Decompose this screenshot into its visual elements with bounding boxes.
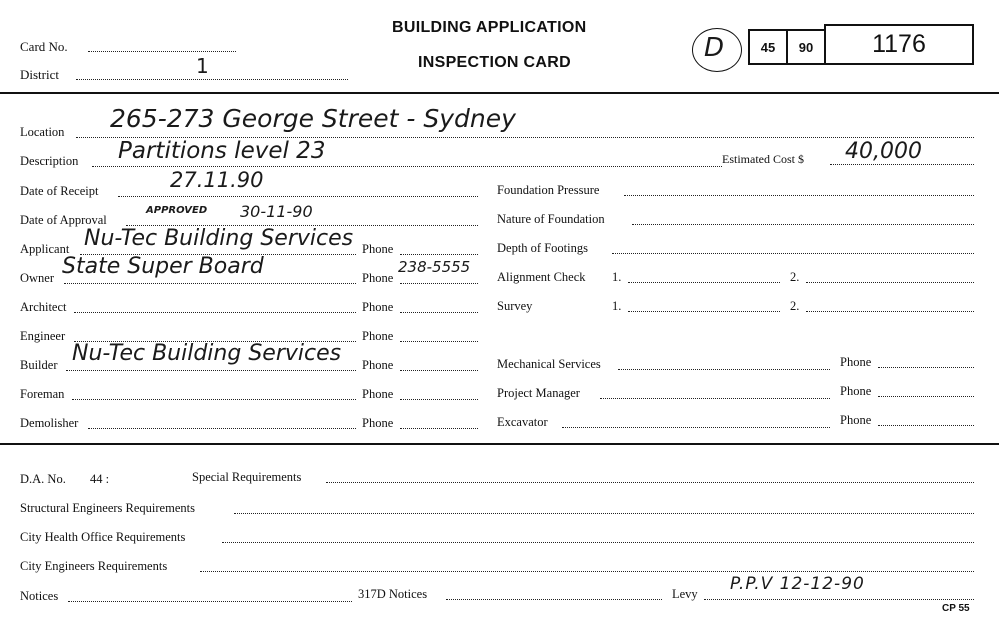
- applicant-label: Applicant: [20, 242, 70, 256]
- mechanical-phone-line: [878, 367, 974, 368]
- title-line2: INSPECTION CARD: [418, 54, 571, 71]
- project-manager-phone-label: Phone: [840, 384, 872, 398]
- special-requirements-label: Special Requirements: [192, 470, 302, 484]
- demolisher-phone-label: Phone: [362, 416, 394, 430]
- header-divider: [0, 92, 999, 94]
- health-line: [222, 542, 974, 543]
- demolisher-label: Demolisher: [20, 416, 79, 430]
- survey-num1: 1.: [612, 299, 622, 313]
- district-label: District: [20, 67, 59, 82]
- foreman-label: Foreman: [20, 387, 65, 401]
- alignment-num1: 1.: [612, 270, 622, 284]
- date-receipt-label: Date of Receipt: [20, 184, 99, 198]
- excavator-label: Excavator: [497, 415, 548, 429]
- levy-label: Levy: [672, 587, 698, 601]
- requirements-divider: [0, 443, 999, 445]
- excavator-line: [562, 427, 830, 428]
- description-line: [92, 166, 722, 167]
- engineer-phone-line: [400, 341, 478, 342]
- survey-num2: 2.: [790, 299, 800, 313]
- architect-phone-line: [400, 312, 478, 313]
- builder-line: [66, 370, 356, 371]
- alignment-check-label: Alignment Check: [497, 270, 586, 284]
- estimated-cost-value: 40,000: [845, 139, 922, 164]
- mechanical-line: [618, 369, 830, 370]
- engineer-phone-label: Phone: [362, 329, 394, 343]
- applicant-phone-line: [400, 254, 478, 255]
- date-approval-value: 30-11-90: [240, 202, 313, 221]
- survey-line1: [628, 311, 780, 312]
- levy-line: [704, 599, 974, 600]
- form-code: CP 55: [942, 603, 970, 614]
- notices-line: [68, 601, 352, 602]
- project-manager-phone-line: [878, 396, 974, 397]
- district-line: [76, 79, 348, 80]
- applicant-value: Nu-Tec Building Services: [84, 226, 354, 251]
- date-receipt-line: [118, 196, 478, 197]
- depth-footings-label: Depth of Footings: [497, 241, 588, 255]
- date-receipt-value: 27.11.90: [170, 168, 264, 192]
- builder-value: Nu-Tec Building Services: [72, 341, 342, 366]
- city-engineers-line: [200, 571, 974, 572]
- architect-label: Architect: [20, 300, 67, 314]
- stamp-circle: [692, 28, 742, 72]
- notices-label: Notices: [20, 589, 59, 603]
- location-value: 265-273 George Street - Sydney: [110, 104, 516, 133]
- box-90: 90: [786, 29, 826, 65]
- foreman-phone-label: Phone: [362, 387, 394, 401]
- da-label: D.A. No.: [20, 472, 66, 486]
- estimated-cost-label: Estimated Cost $: [722, 152, 804, 166]
- da-value: 44 :: [90, 472, 110, 486]
- box-card-number: 1176: [824, 24, 974, 65]
- builder-phone-label: Phone: [362, 358, 394, 372]
- title-line1: BUILDING APPLICATION: [392, 19, 587, 36]
- special-requirements-line: [326, 482, 974, 483]
- engineer-label: Engineer: [20, 329, 66, 343]
- foreman-line: [72, 399, 356, 400]
- card-no-label: Card No.: [20, 39, 68, 54]
- foreman-phone-line: [400, 399, 478, 400]
- health-label: City Health Office Requirements: [20, 530, 186, 544]
- location-label: Location: [20, 125, 65, 139]
- city-engineers-label: City Engineers Requirements: [20, 559, 168, 573]
- description-label: Description: [20, 154, 79, 168]
- builder-phone-line: [400, 370, 478, 371]
- estimated-cost-line: [830, 164, 974, 165]
- excavator-phone-line: [878, 425, 974, 426]
- foundation-pressure-line: [624, 195, 974, 196]
- depth-footings-line: [612, 253, 974, 254]
- approved-stamp: APPROVED: [146, 205, 208, 216]
- project-manager-label: Project Manager: [497, 386, 580, 400]
- owner-label: Owner: [20, 271, 55, 285]
- owner-line: [64, 283, 356, 284]
- survey-label: Survey: [497, 299, 533, 313]
- owner-phone-line: [400, 283, 478, 284]
- levy-value: P.P.V 12-12-90: [730, 574, 865, 594]
- excavator-phone-label: Phone: [840, 413, 872, 427]
- project-manager-line: [600, 398, 830, 399]
- foundation-pressure-label: Foundation Pressure: [497, 183, 600, 197]
- stamp-letter: D: [704, 33, 725, 63]
- demolisher-line: [88, 428, 356, 429]
- owner-phone-label: Phone: [362, 271, 394, 285]
- notices-317d-label: 317D Notices: [358, 587, 428, 601]
- alignment-line1: [628, 282, 780, 283]
- structural-line: [234, 513, 974, 514]
- architect-phone-label: Phone: [362, 300, 394, 314]
- district-value: 1: [196, 54, 209, 78]
- nature-foundation-label: Nature of Foundation: [497, 212, 605, 226]
- owner-phone-value: 238-5555: [398, 258, 471, 276]
- applicant-phone-label: Phone: [362, 242, 394, 256]
- notices-317d-line: [446, 599, 662, 600]
- box-45: 45: [748, 29, 788, 65]
- nature-foundation-line: [632, 224, 974, 225]
- demolisher-phone-line: [400, 428, 478, 429]
- alignment-num2: 2.: [790, 270, 800, 284]
- description-value: Partitions level 23: [118, 138, 326, 164]
- mechanical-phone-label: Phone: [840, 355, 872, 369]
- date-approval-label: Date of Approval: [20, 213, 107, 227]
- architect-line: [74, 312, 356, 313]
- builder-label: Builder: [20, 358, 58, 372]
- mechanical-label: Mechanical Services: [497, 357, 601, 371]
- owner-value: State Super Board: [62, 254, 264, 279]
- alignment-line2: [806, 282, 974, 283]
- structural-label: Structural Engineers Requirements: [20, 501, 195, 515]
- survey-line2: [806, 311, 974, 312]
- card-no-line: [88, 51, 236, 52]
